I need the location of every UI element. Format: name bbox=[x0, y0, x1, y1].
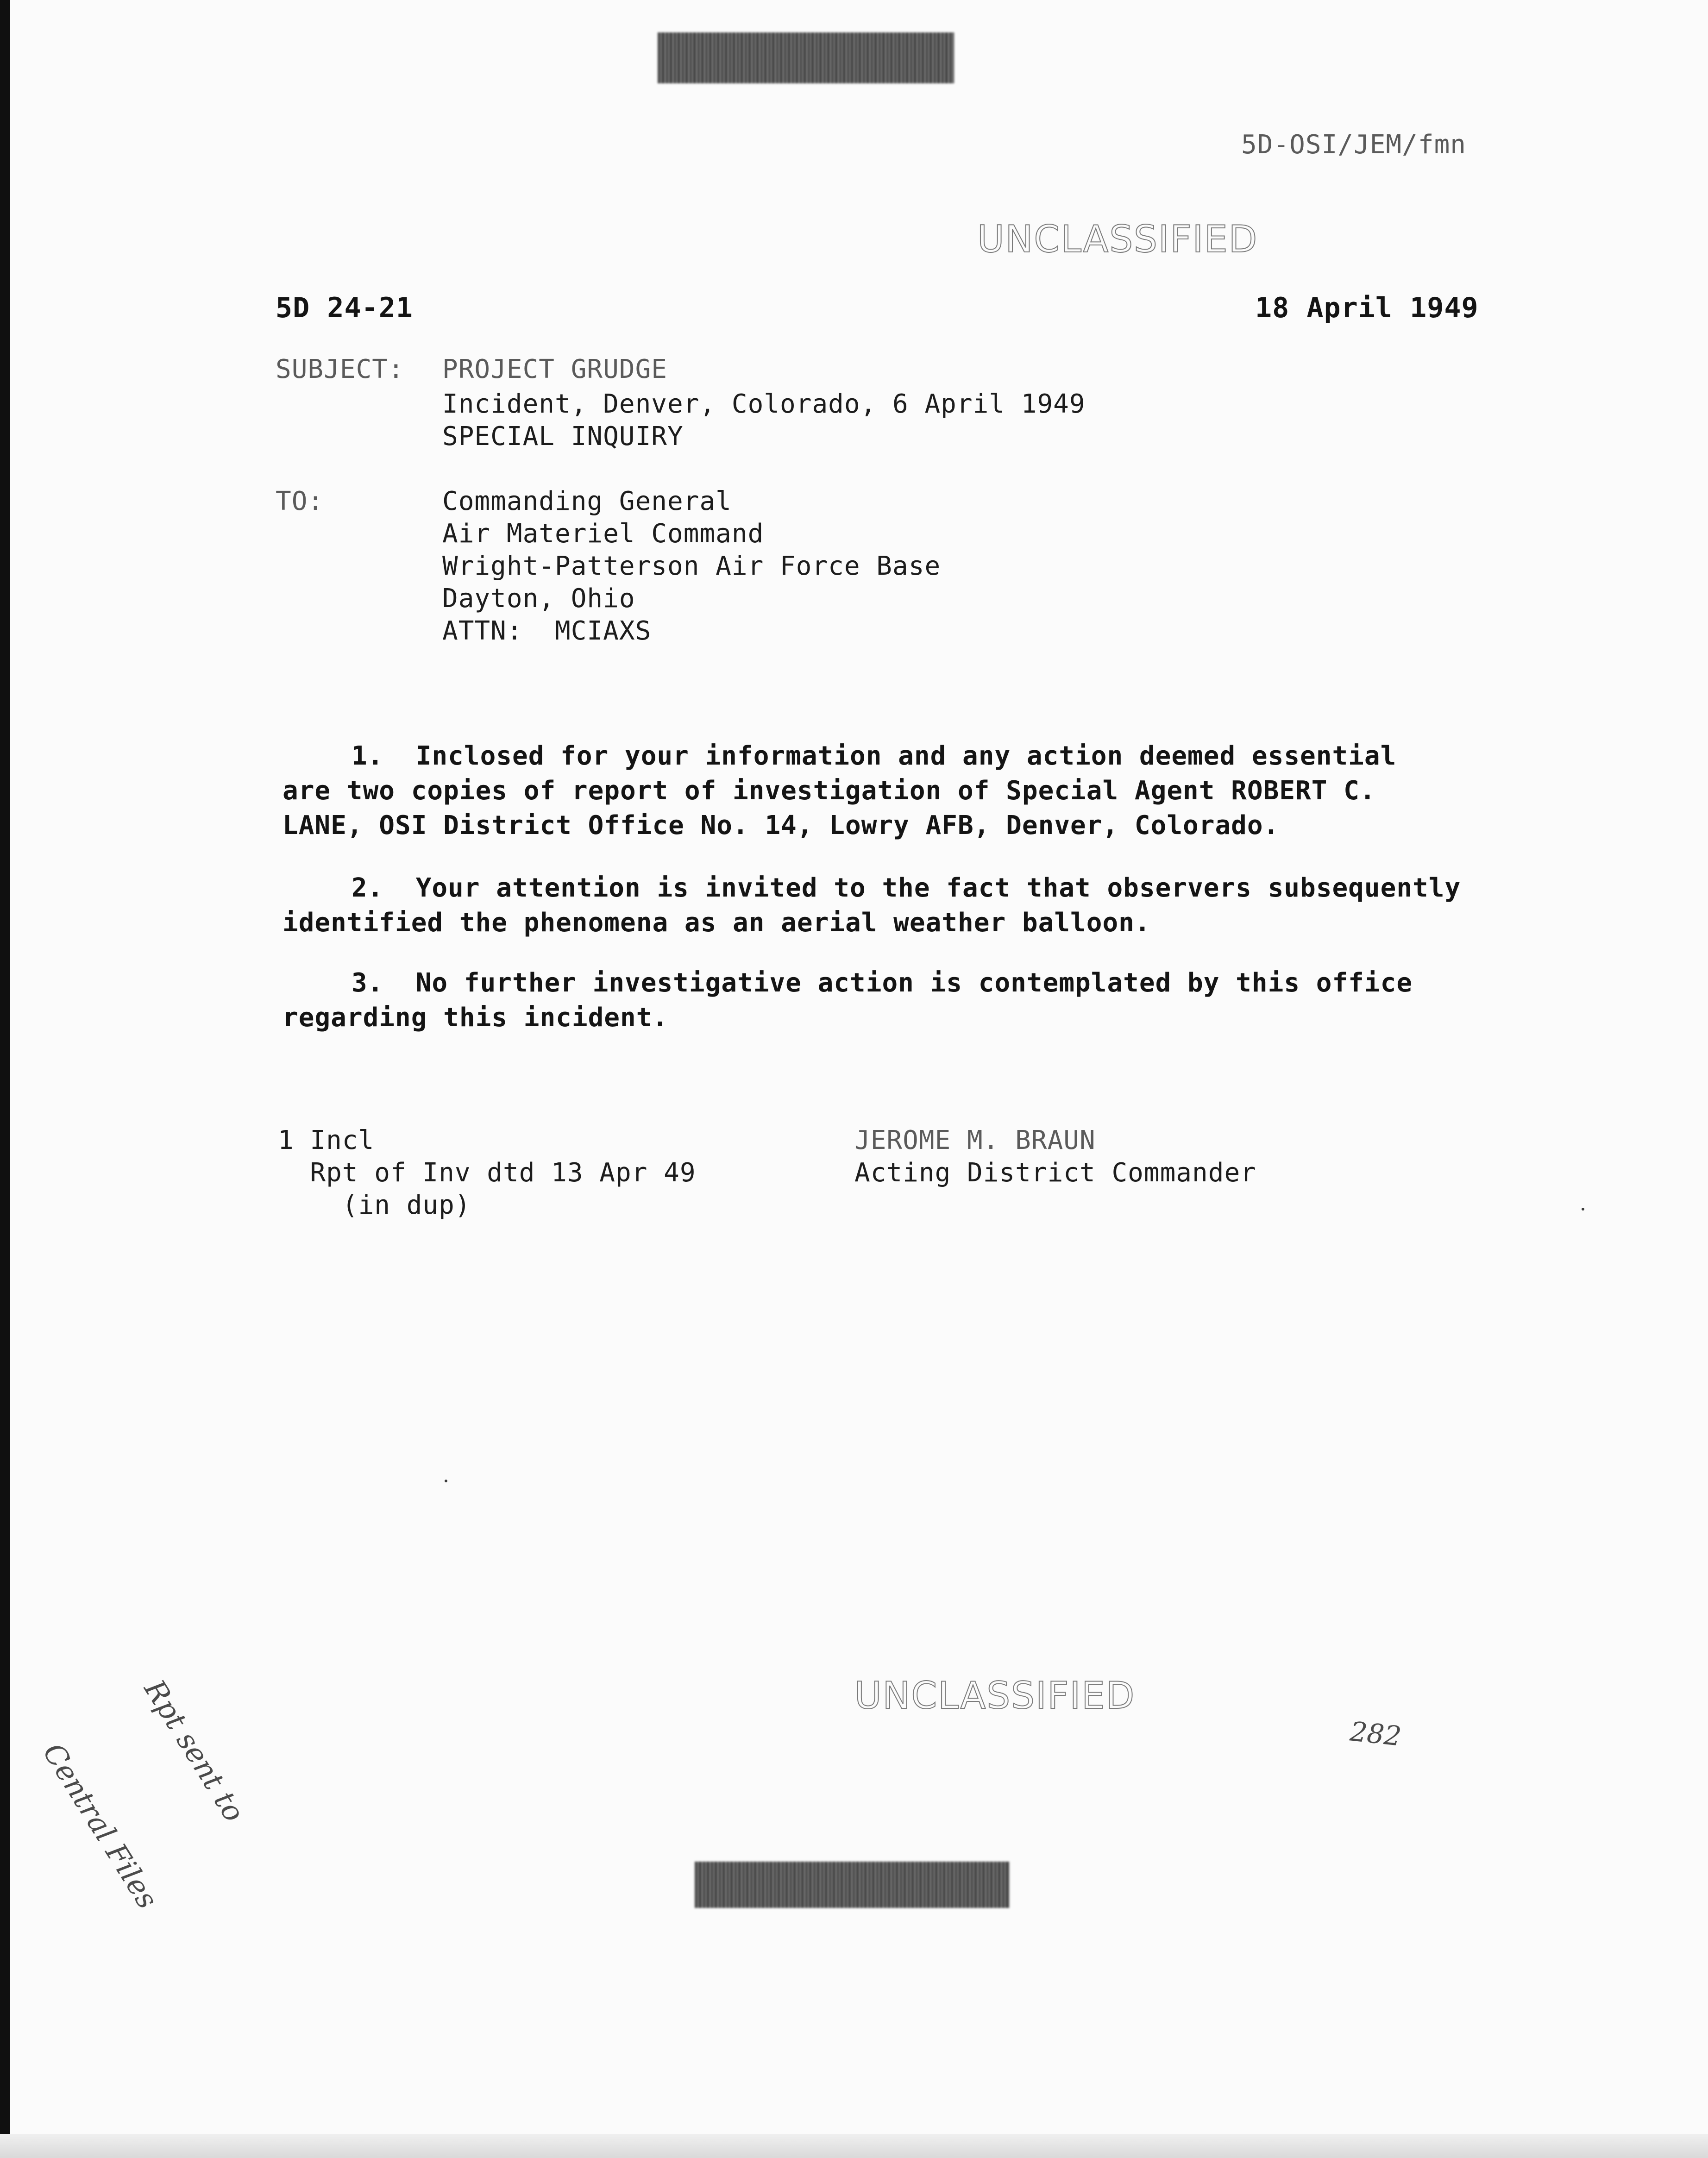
paragraph-1-line-3: LANE, OSI District Office No. 14, Lowry AFB, Denver, Colorado. bbox=[283, 810, 1280, 841]
redacted-stamp-bottom bbox=[695, 1862, 1010, 1908]
handwritten-note-line-2: Central Files bbox=[36, 1737, 165, 1915]
to-line-5: ATTN: MCIAXS bbox=[442, 616, 652, 646]
subject-line-2: Incident, Denver, Colorado, 6 April 1949 bbox=[442, 389, 1086, 419]
ink-speck bbox=[445, 1480, 447, 1482]
paragraph-1-line-2: are two copies of report of investigation of Special Agent ROBERT C. bbox=[283, 776, 1376, 806]
paragraph-2-line-2: identified the phenomena as an aerial weather balloon. bbox=[283, 908, 1151, 938]
to-line-1: Commanding General bbox=[442, 486, 732, 516]
classification-stamp-top: UNCLASSIFIED bbox=[977, 218, 1258, 261]
to-line-3: Wright-Patterson Air Force Base bbox=[442, 551, 941, 581]
to-line-4: Dayton, Ohio bbox=[442, 583, 635, 614]
paragraph-3-line-2: regarding this incident. bbox=[283, 1003, 669, 1033]
subject-line-1: PROJECT GRUDGE bbox=[442, 354, 668, 384]
file-reference: 5D-OSI/JEM/fmn bbox=[1241, 130, 1467, 160]
subject-line-3: SPECIAL INQUIRY bbox=[442, 421, 684, 452]
scan-edge-bottom bbox=[0, 2134, 1708, 2158]
paragraph-1-line-1: 1. Inclosed for your information and any action deemed essential bbox=[287, 741, 1397, 771]
to-label: TO: bbox=[276, 486, 324, 516]
handwritten-page-number: 282 bbox=[1348, 1715, 1403, 1752]
to-line-2: Air Materiel Command bbox=[442, 519, 764, 549]
paragraph-3-line-1: 3. No further investigative action is contemplated by this office bbox=[287, 968, 1413, 998]
redacted-stamp-top bbox=[658, 32, 954, 83]
signer-name: JEROME M. BRAUN bbox=[854, 1125, 1096, 1155]
enclosure-line-1: 1 Incl bbox=[278, 1125, 375, 1155]
ink-speck bbox=[1582, 1208, 1584, 1211]
enclosure-line-2: Rpt of Inv dtd 13 Apr 49 bbox=[278, 1158, 696, 1188]
handwritten-routing-note bbox=[0, 1630, 336, 1958]
signer-title: Acting District Commander bbox=[854, 1158, 1256, 1188]
document-number: 5D 24-21 bbox=[276, 292, 413, 324]
paragraph-2-line-1: 2. Your attention is invited to the fact that observers subsequently bbox=[287, 873, 1461, 903]
classification-stamp-bottom: UNCLASSIFIED bbox=[854, 1674, 1136, 1717]
document-date: 18 April 1949 bbox=[1255, 292, 1479, 324]
handwritten-note-line-1: Rpt sent to bbox=[138, 1674, 251, 1828]
subject-label: SUBJECT: bbox=[276, 354, 404, 384]
enclosure-line-3: (in dup) bbox=[278, 1190, 471, 1220]
